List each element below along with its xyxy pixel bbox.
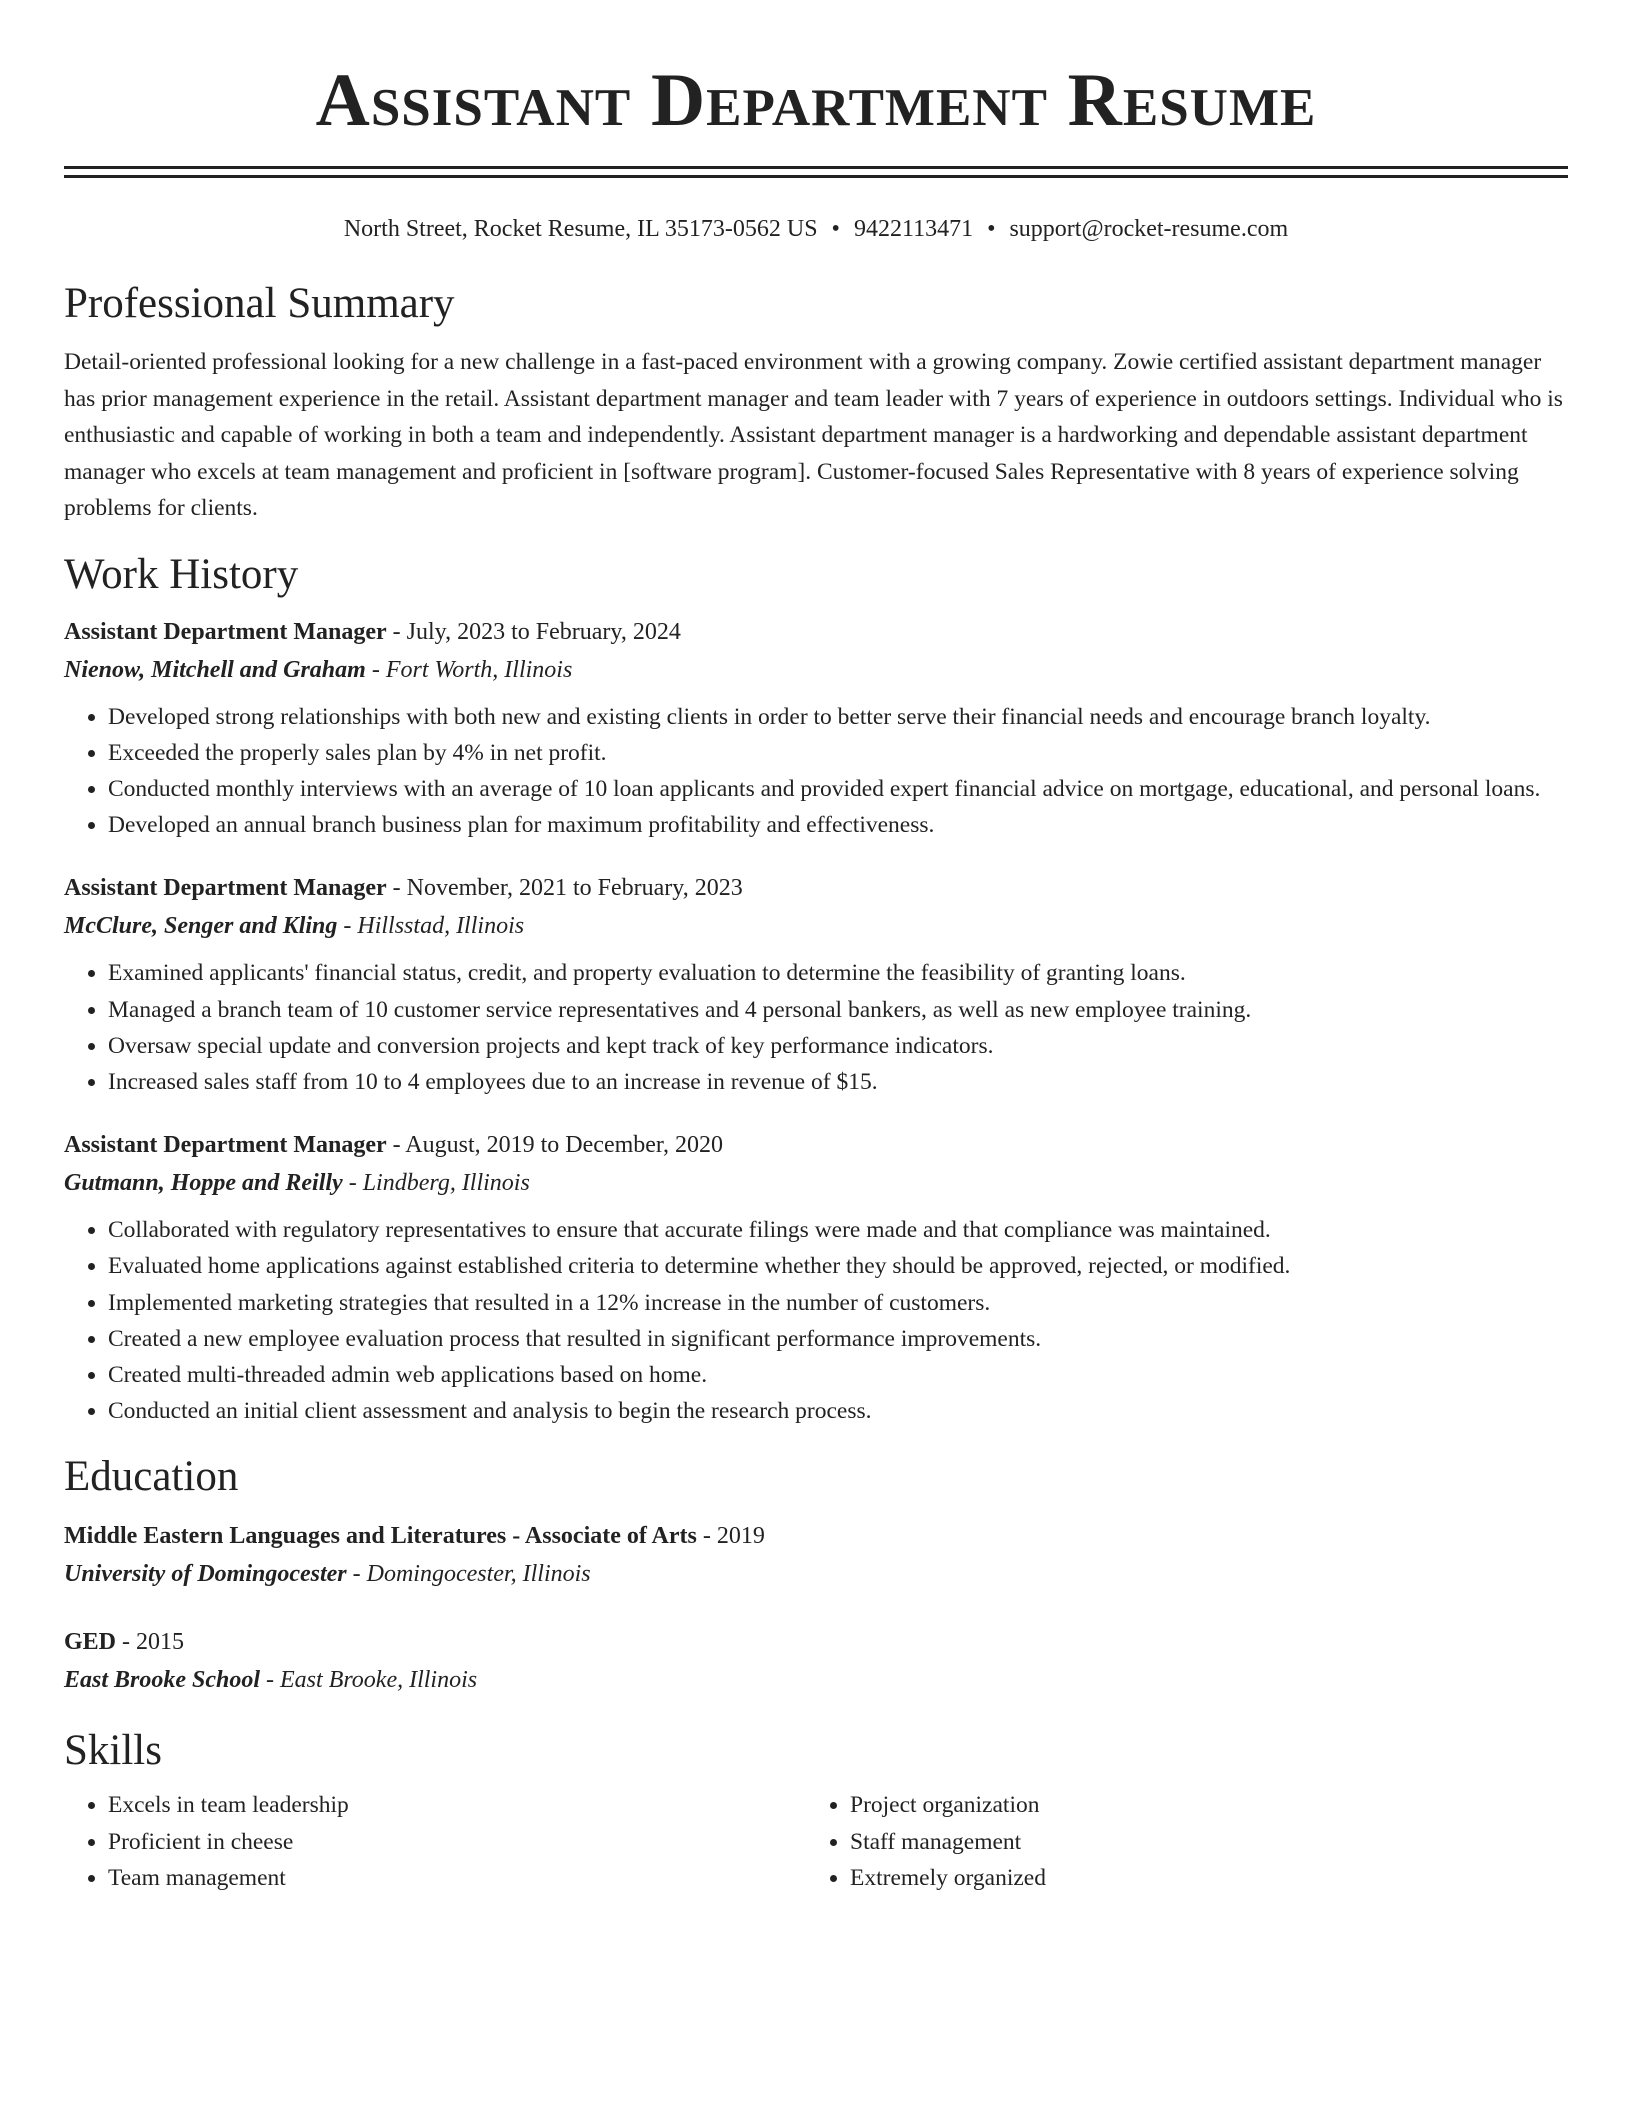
contact-separator: • [987,216,996,242]
job-title-line [64,1126,1568,1164]
job-bullet: • Created a new employee evaluation process that resulted in significant performance improvements. [108,1321,1568,1357]
education-year: - 2019 [696,1523,765,1550]
skills-list [806,1787,1548,1897]
work-history-section [64,549,1568,1430]
skills-column-right [806,1787,1548,1897]
skills-column-left [64,1787,806,1897]
job-bullet: • Evaluated home applications against established criteria to determine whether they should be approved, rejected, or modified. [108,1248,1568,1284]
job-company-line [64,907,1568,945]
job-dates: - November, 2021 to February, 2023 [386,875,743,902]
education-degree-line [64,1623,1568,1661]
education-year: - 2015 [116,1629,185,1656]
job-company: Gutmann, Hoppe and Reilly [64,1170,343,1197]
contact-line [64,214,1568,244]
job-title-line [64,613,1568,651]
job-entry [64,869,1568,1100]
section-heading-summary: Professional Summary [64,280,455,327]
job-entry [64,1126,1568,1429]
education-degree-line [64,1517,1568,1555]
job-title: Assistant Department Manager [64,1132,387,1159]
skill-item: • Staff management [850,1824,1548,1861]
section-heading-education: Education [64,1453,239,1501]
skill-item: • Excels in team leadership [108,1787,806,1824]
job-bullets [64,955,1568,1100]
skill-item: • Project organization [850,1787,1548,1824]
job-bullet: • Collaborated with regulatory representatives to ensure that accurate filings were made and that compliance was maintained. [108,1212,1568,1248]
job-bullet: • Developed strong relationships with both new and existing clients in order to better serve their financial needs and encourage branch loyalty. [108,699,1568,735]
job-location: - Hillsstad, Illinois [337,913,525,940]
job-dates: - August, 2019 to December, 2020 [386,1132,723,1159]
job-bullet: • Oversaw special update and conversion projects and kept track of key performance indicators. [108,1028,1568,1064]
education-entry [64,1517,1568,1593]
education-school-line [64,1661,1568,1699]
job-dates: - July, 2023 to February, 2024 [386,618,681,645]
education-section [64,1451,1568,1699]
job-location: - Lindberg, Illinois [342,1170,530,1197]
contact-separator: • [831,216,840,242]
job-bullet: • Managed a branch team of 10 customer service representatives and 4 personal bankers, as well as new employee training. [108,992,1568,1028]
job-company-line [64,1164,1568,1202]
section-heading-work-history: Work History [64,550,299,598]
contact-phone: 9422113471 [853,216,974,242]
title-double-rule [64,166,1568,178]
job-company: Nienow, Mitchell and Graham [64,656,366,683]
skill-item: • Proficient in cheese [108,1824,806,1861]
section-heading-skills: Skills [64,1727,162,1775]
contact-email: support@rocket-resume.com [1009,216,1289,242]
job-title: Assistant Department Manager [64,875,387,902]
job-company: McClure, Senger and Kling [64,913,338,940]
job-bullets [64,699,1568,844]
education-location: - Domingocester, Illinois [346,1561,591,1588]
job-bullet: • Created multi-threaded admin web applications based on home. [108,1357,1568,1393]
education-school-line [64,1555,1568,1593]
contact-address: North Street, Rocket Resume, IL 35173-0562 US [343,216,818,242]
skills-list [64,1787,806,1897]
skills-section [64,1725,1568,1897]
job-title: Assistant Department Manager [64,618,387,645]
job-entry [64,613,1568,844]
summary-text: Detail-oriented professional looking for a new challenge in a fast-paced environment with a growing company. Zowie certified assistant department manager has prior management experience in the retail. Assistant department manager and team leader with 7 years of experience in outdoors settings. Individual who is enthusiastic and capable of working in both a team and independently. Assistant department manager is a hardworking and dependable assistant department manager who excels at team management and proficient in [software program]. Customer-focused Sales Representative with 8 years of experience solving problems for clients. [64,349,1563,521]
skill-item: • Team management [108,1860,806,1897]
education-entry [64,1623,1568,1699]
education-location: - East Brooke, Illinois [260,1667,478,1694]
skills-columns [64,1787,1568,1897]
job-bullet: • Implemented marketing strategies that resulted in a 12% increase in the number of customers. [108,1285,1568,1321]
resume-title: Assistant Department Resume [315,59,1317,142]
education-degree: GED [64,1629,117,1656]
job-bullet: • Examined applicants' financial status, credit, and property evaluation to determine the feasibility of granting loans. [108,955,1568,991]
job-location: - Fort Worth, Illinois [365,656,573,683]
job-bullets [64,1212,1568,1429]
job-title-line [64,869,1568,907]
job-company-line [64,651,1568,689]
job-bullet: • Developed an annual branch business plan for maximum profitability and effectiveness. [108,807,1568,843]
education-school: East Brooke School [64,1667,261,1694]
education-school: University of Domingocester [64,1561,347,1588]
job-bullet: • Conducted monthly interviews with an average of 10 loan applicants and provided expert financial advice on mortgage, educational, and personal loans. [108,771,1568,807]
summary-section [64,278,1568,527]
job-bullet: • Increased sales staff from 10 to 4 employees due to an increase in revenue of $15. [108,1064,1568,1100]
job-bullet: • Exceeded the properly sales plan by 4% in net profit. [108,735,1568,771]
education-degree: Middle Eastern Languages and Literatures - Associate of Arts [64,1523,697,1550]
job-bullet: • Conducted an initial client assessment and analysis to begin the research process. [108,1393,1568,1429]
skill-item: • Extremely organized [850,1860,1548,1897]
